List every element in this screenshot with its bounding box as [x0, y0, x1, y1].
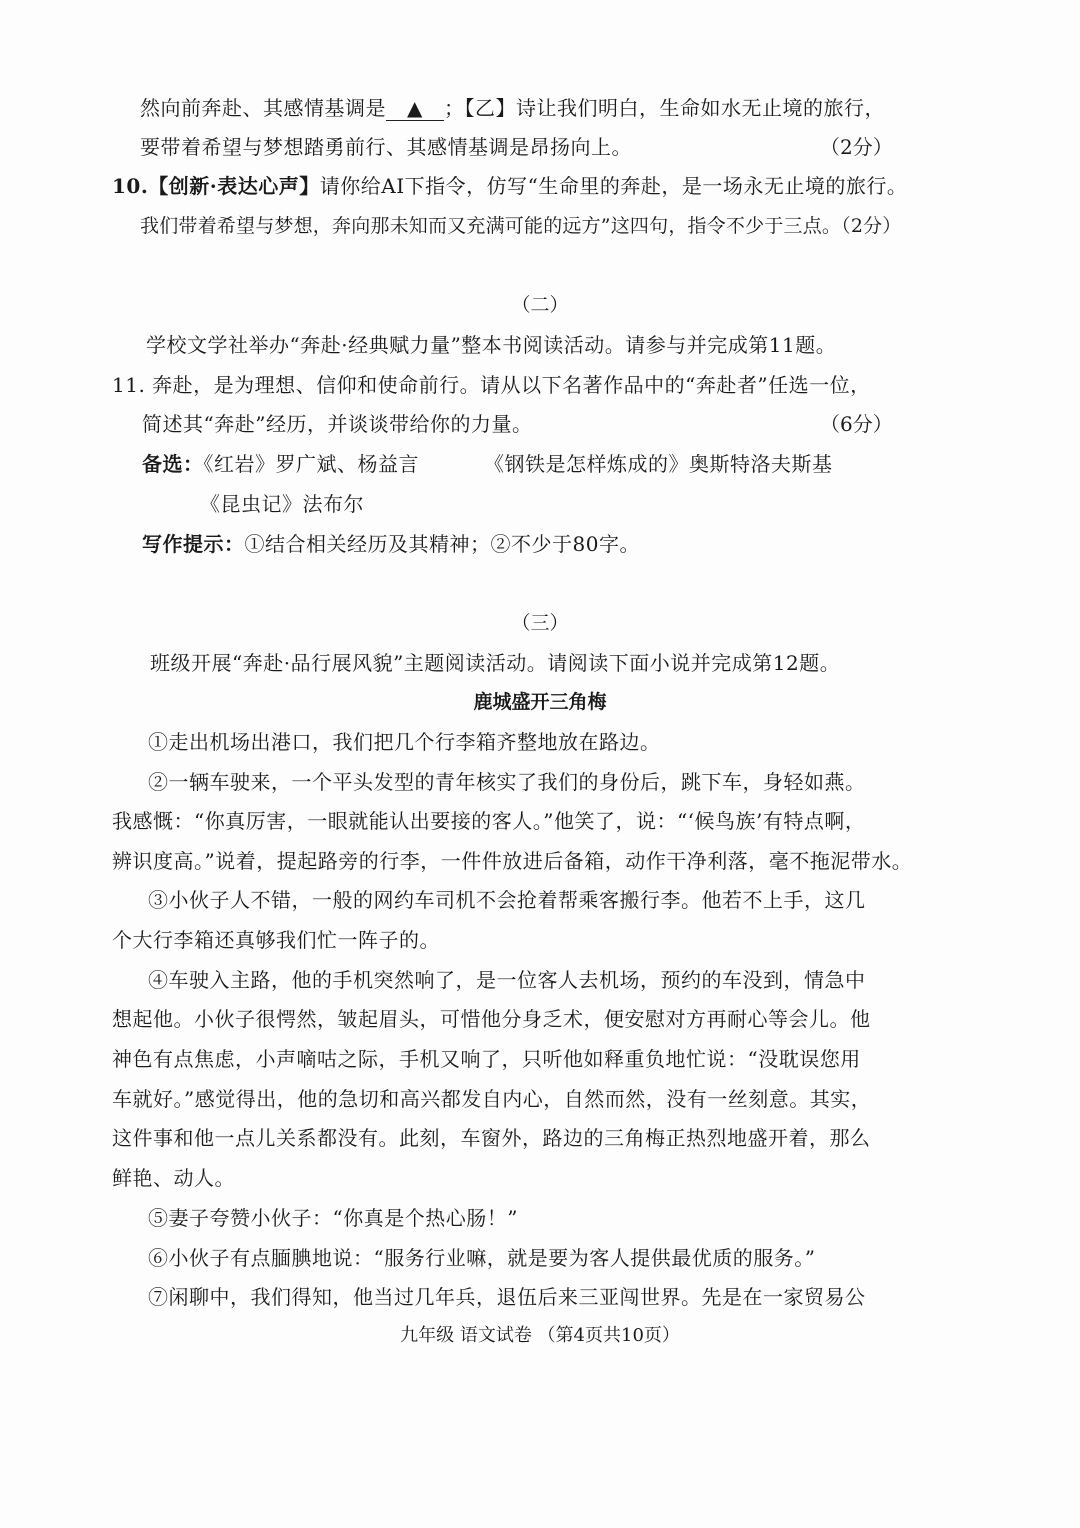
paragraph-4-line-2: 想起他。小伙子很愕然，皱起眉头，可惜他分身乏术，便安慰对方再耐心等会儿。他	[112, 1007, 871, 1031]
q10-tag: 10.【创新·表达心声】	[112, 174, 320, 198]
q9-line-1	[140, 94, 885, 122]
q9-score: （2分）	[820, 135, 893, 159]
section-2-heading: （二）	[511, 294, 569, 316]
q9-line-1-text-b: ；【乙】诗让我们明白，生命如水无止境的旅行，	[444, 96, 885, 120]
option-2: 《钢铁是怎样炼成的》奥斯特洛夫斯基	[484, 452, 833, 476]
q11-line-2: 简述其“奔赴”经历，并谈谈带给你的力量。	[142, 412, 533, 436]
hint-text: ①结合相关经历及其精神；②不少于80字。	[244, 532, 640, 556]
options-label: 备选：	[142, 452, 204, 476]
story-title: 鹿城盛开三角梅	[473, 691, 607, 713]
paragraph-4-line-1: ④车驶入主路，他的手机突然响了，是一位客人去机场，预约的车没到，情急中	[148, 968, 866, 992]
q10-line-2: 我们带着希望与梦想，奔向那未知而又充满可能的远方”这四句，指令不少于三点。（2分）	[140, 215, 902, 237]
writing-hint	[142, 530, 640, 558]
q10-line-1	[112, 172, 907, 200]
paragraph-4-line-4: 车就好。”感觉得出，他的急切和高兴都发自内心，自然而然，没有一丝刻意。其实，	[112, 1087, 872, 1111]
q10-line-1-text: 请你给AI下指令，仿写“生命里的奔赴，是一场永无止境的旅行。	[319, 174, 908, 198]
paragraph-6: ⑥小伙子有点腼腆地说：“服务行业嘛，就是要为客人提供最优质的服务。”	[148, 1246, 816, 1270]
option-1: 《红岩》罗广斌、杨益言	[203, 452, 419, 476]
paragraph-5: ⑤妻子夸赞小伙子：“你真是个热心肠！”	[148, 1206, 518, 1230]
q9-line-2: 要带着希望与梦想踏勇前行、其感情基调是昂扬向上。	[140, 135, 632, 159]
paragraph-2-line-1: ②一辆车驶来，一个平头发型的青年核实了我们的身份后，跳下车，身轻如燕。	[148, 770, 866, 794]
section-3-heading: （三）	[511, 612, 569, 634]
answer-blank: ▲	[386, 96, 444, 121]
q11-score: （6分）	[820, 412, 893, 436]
page-footer: 九年级 语文试卷 （第4页共10页）	[400, 1325, 680, 1346]
option-3: 《昆虫记》法布尔	[200, 492, 364, 516]
paragraph-4-line-6: 鲜艳、动人。	[112, 1166, 235, 1190]
paragraph-4-line-3: 神色有点焦虑，小声嘀咕之际，手机又响了，只听他如释重负地忙说：“没耽误您用	[112, 1047, 861, 1071]
paragraph-2-line-3: 辨识度高。”说着，提起路旁的行李，一件件放进后备箱，动作干净利落，毫不拖泥带水。	[112, 849, 913, 873]
paragraph-2-line-2: 我感慨：“你真厉害，一眼就能认出要接的客人。”他笑了，说：“‘候鸟族’有特点啊，	[112, 809, 866, 833]
section-3-intro: 班级开展“奔赴·品行展风貌”主题阅读活动。请阅读下面小说并完成第12题。	[150, 651, 841, 675]
paragraph-1: ①走出机场出港口，我们把几个行李箱齐整地放在路边。	[148, 730, 661, 754]
paragraph-3-line-2: 个大行李箱还真够我们忙一阵子的。	[112, 928, 440, 952]
section-2-intro: 学校文学社举办“奔赴·经典赋力量”整本书阅读活动。请参与并完成第11题。	[146, 333, 837, 357]
paragraph-4-line-5: 这件事和他一点儿关系都没有。此刻，车窗外，路边的三角梅正热烈地盛开着，那么	[112, 1126, 871, 1150]
q11-options-row-1	[142, 450, 419, 478]
hint-label: 写作提示：	[142, 532, 245, 556]
q11-line-1: 11. 奔赴，是为理想、信仰和使命前行。请从以下名著作品中的“奔赴者”任选一位，	[112, 373, 871, 397]
paragraph-7: ⑦闲聊中，我们得知，他当过几年兵，退伍后来三亚闯世界。先是在一家贸易公	[148, 1285, 866, 1309]
paragraph-3-line-1: ③小伙子人不错，一般的网约车司机不会抢着帮乘客搬行李。他若不上手，这几	[148, 888, 866, 912]
q9-line-1-text-a: 然向前奔赴、其感情基调是	[140, 96, 386, 120]
